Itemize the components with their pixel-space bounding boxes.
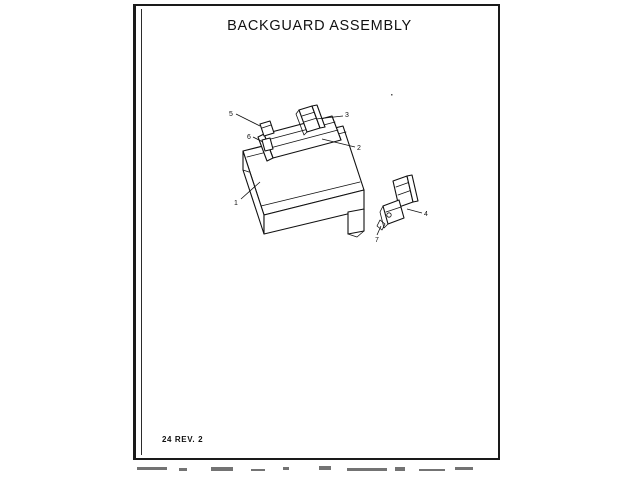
callout-1: 1 [234, 200, 238, 207]
part-5-left-clip-bracket [260, 121, 274, 136]
scan-speck [391, 94, 393, 96]
part-4-right-side-bracket [380, 175, 418, 228]
drawing-sheet [133, 4, 500, 460]
callout-2: 2 [357, 145, 361, 152]
page-footer: 24 REV. 2 [162, 435, 204, 444]
callout-4: 4 [424, 211, 428, 218]
callout-7: 7 [375, 237, 379, 244]
callout-3: 3 [345, 112, 349, 119]
callout-5: 5 [229, 111, 233, 118]
scan-noise-strip [133, 463, 500, 477]
backguard-assembly-drawing [136, 6, 503, 462]
callout-6: 6 [247, 134, 251, 141]
page-title: BACKGUARD ASSEMBLY [227, 18, 412, 34]
part-7-fastener [377, 220, 385, 230]
